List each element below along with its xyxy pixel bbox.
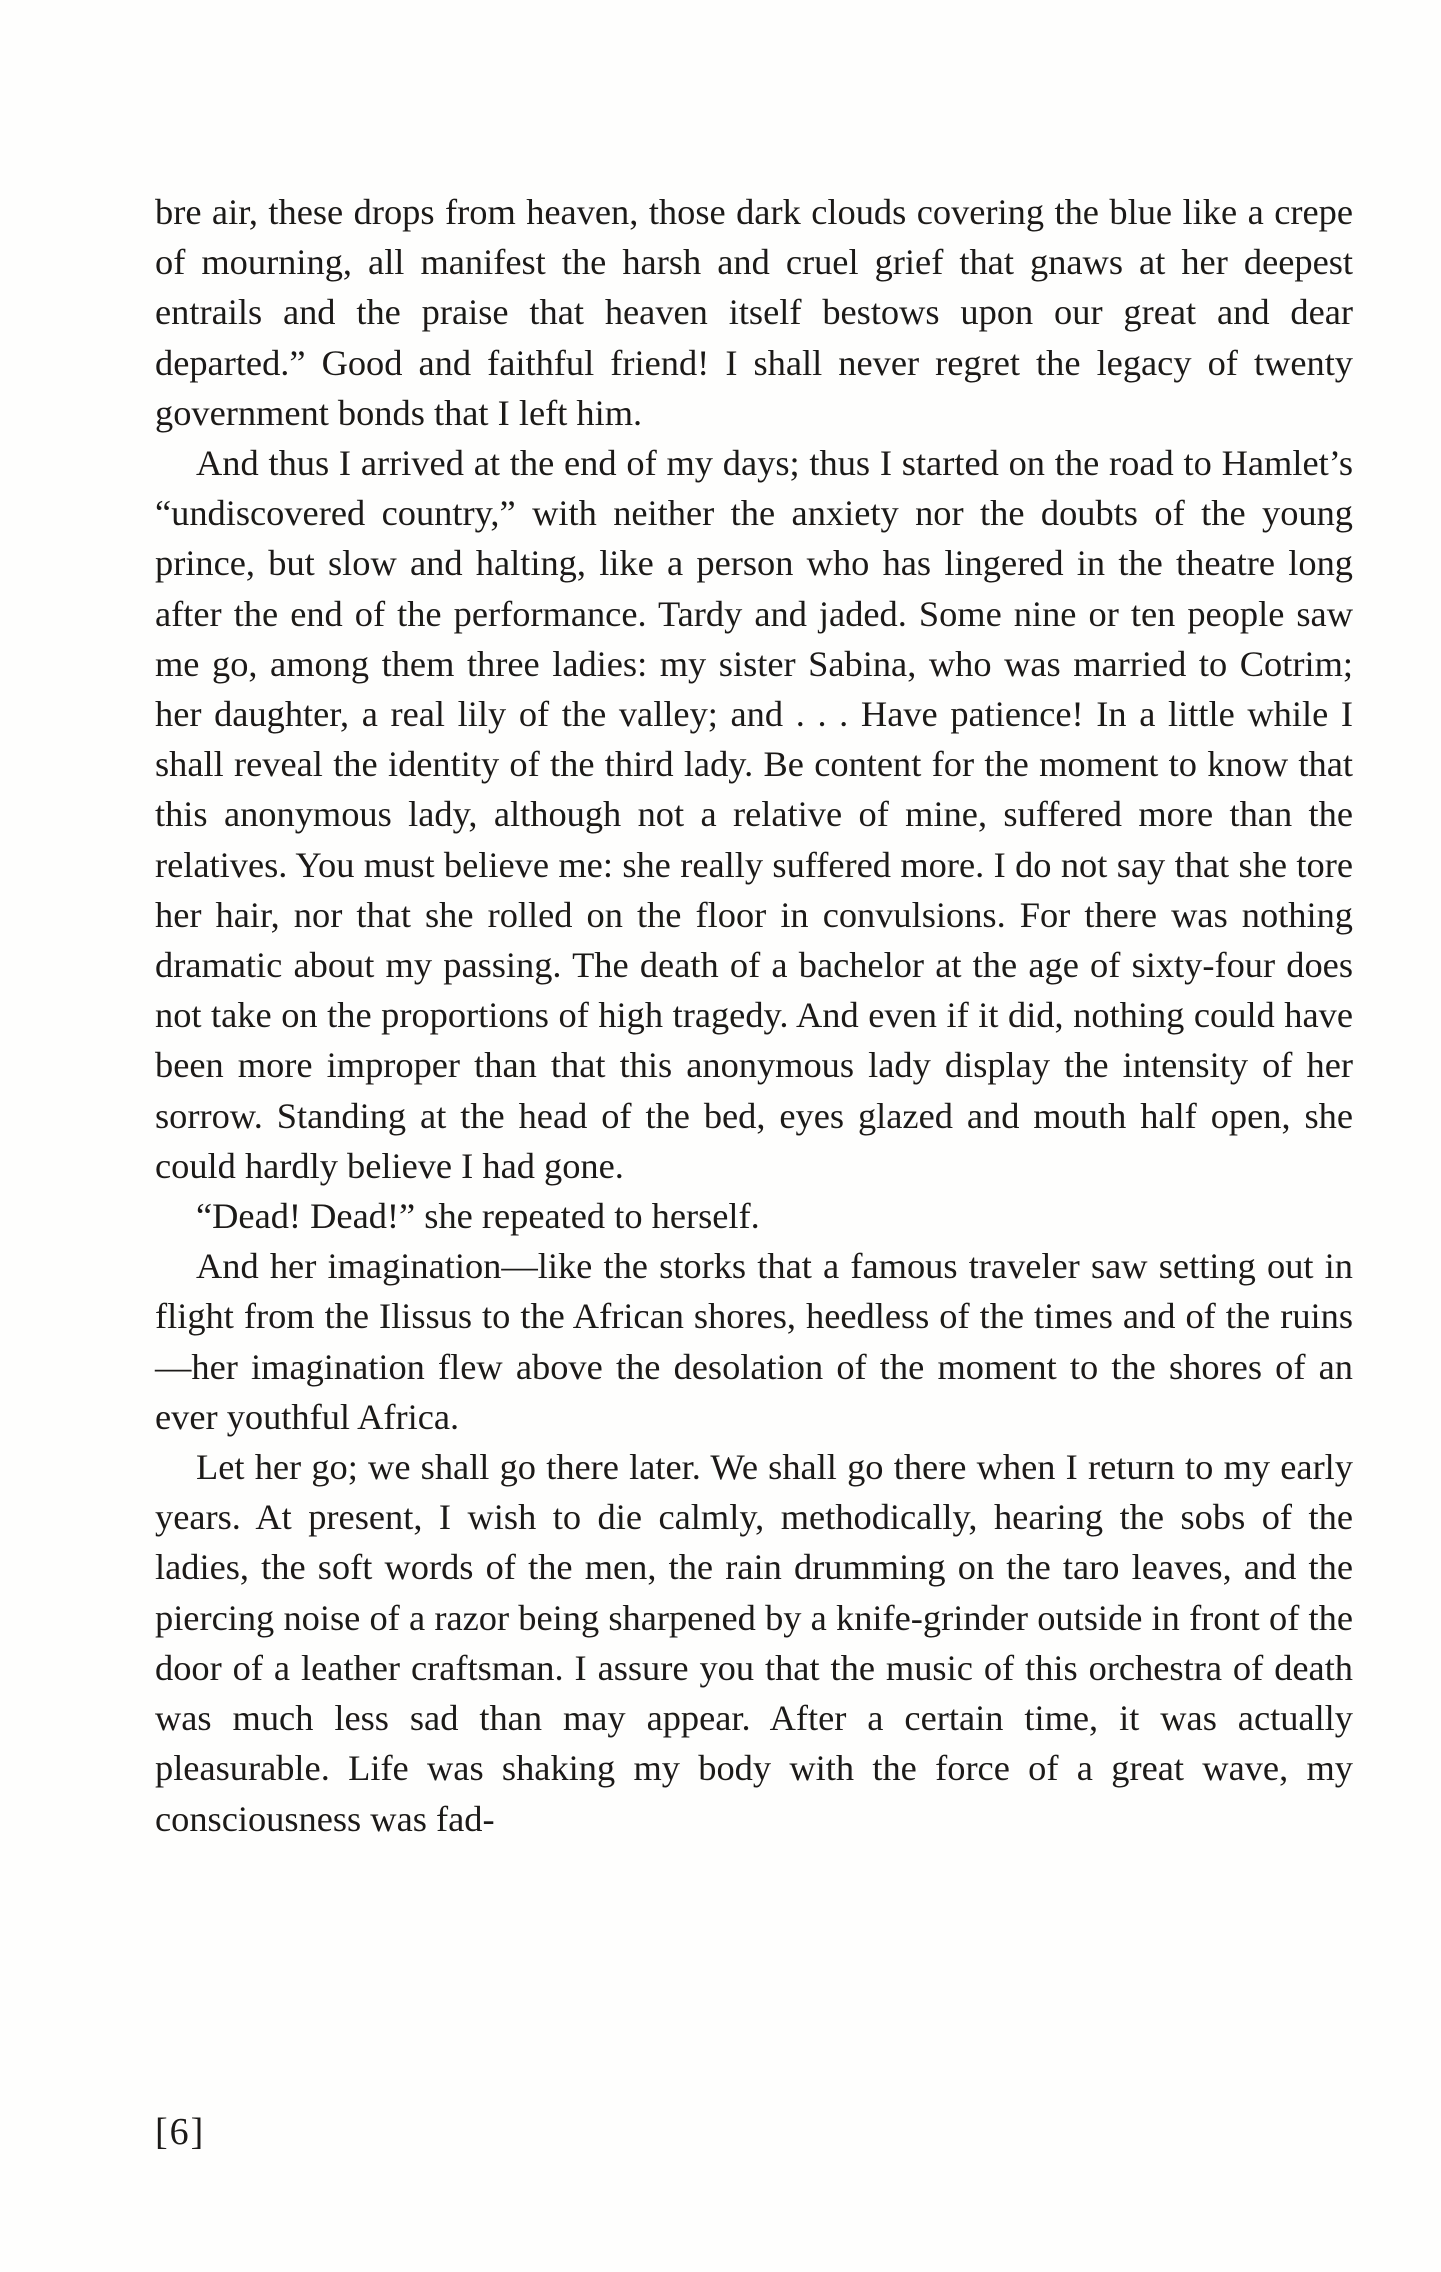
paragraph-4: And her imagination—like the storks that a famous traveler saw setting out in flight from the Ilissus to the African shores, heedless of the times and of the ruins—her imagination flew above the desolation of the moment to the shores of an ever youthful Africa. <box>155 1246 1353 1437</box>
paragraph-3: “Dead! Dead!” she repeated to herself. <box>196 1196 760 1237</box>
paragraph-2: And thus I arrived at the end of my days; thus I started on the road to Hamlet’s “undiscovered country,” with neither the anxiety nor the doubts of the young prince, but slow and halting, like a person who has lingered in the theatre long after the end of the performance. Tardy and jaded. Some nine or ten people saw me go, among them three ladies: my sister Sabina, who was married to Cotrim; her daughter, a real lily of the valley; and . . . Have patience! In a little while I shall reveal the identity of the third lady. Be content for the moment to know that this anonymous lady, although not a relative of mine, suffered more than the relatives. You must believe me: she really suffered more. I do not say that she tore her hair, nor that she rolled on the floor in convulsions. For there was nothing dramatic about my passing. The death of a bachelor at the age of sixty-four does not take on the proportions of high tragedy. And even if it did, nothing could have been more improper than that this anonymous lady display the intensity of her sorrow. Standing at the head of the bed, eyes glazed and mouth half open, she could hardly believe I had gone. <box>155 443 1353 1186</box>
body-text <box>155 187 1353 1844</box>
paragraph-5: Let her go; we shall go there later. We shall go there when I return to my early years. At present, I wish to die calmly, methodically, hearing the sobs of the ladies, the soft words of the men, the rain drumming on the taro leaves, and the piercing noise of a razor being sharpened by a knife-grinder outside in front of the door of a leather craftsman. I assure you that the music of this orchestra of death was much less sad than may appear. After a certain time, it was actually pleasurable. Life was shaking my body with the force of a great wave, my consciousness was fad- <box>155 1447 1353 1839</box>
page-number: [6] <box>155 2111 206 2153</box>
paragraph-1: bre air, these drops from heaven, those dark clouds covering the blue like a crepe of mourning, all manifest the harsh and cruel grief that gnaws at her deepest entrails and the praise that heaven itself bestows upon our great and dear departed.” Good and faithful friend! I shall never regret the legacy of twenty government bonds that I left him. <box>155 192 1353 433</box>
